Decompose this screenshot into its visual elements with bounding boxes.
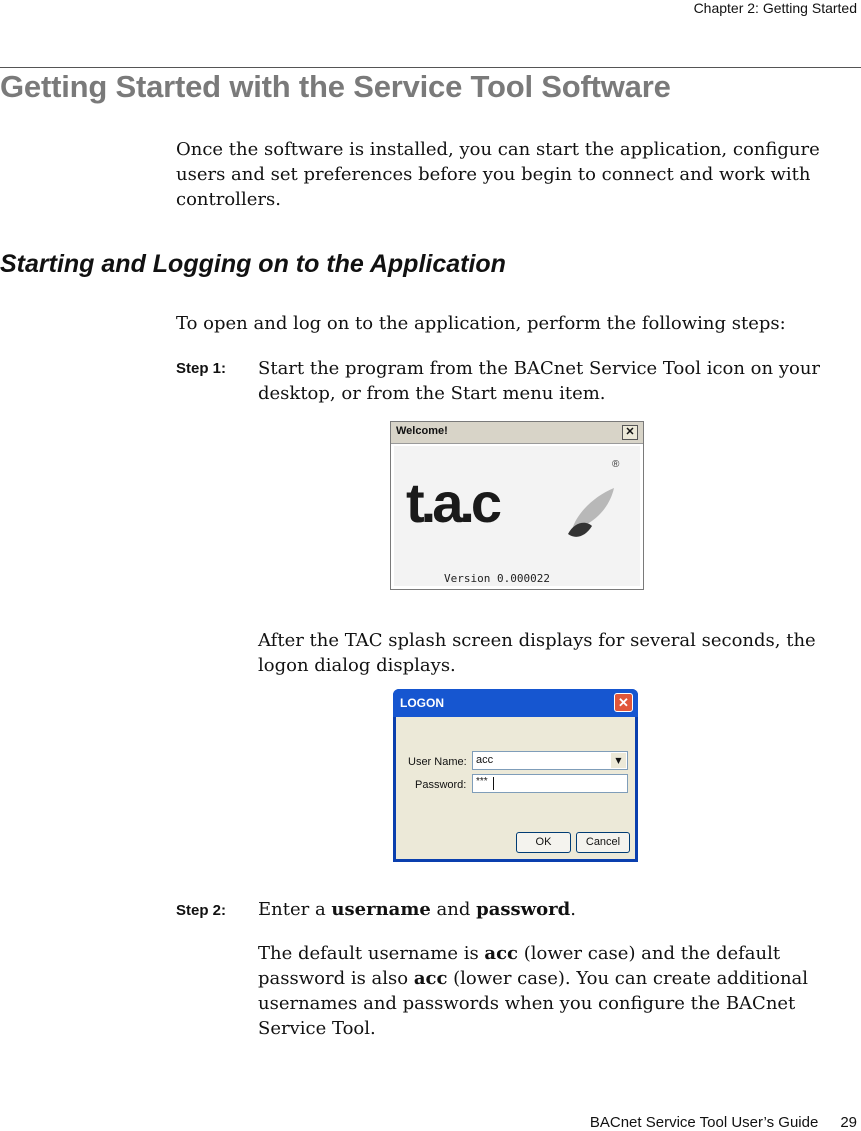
logon-titlebar: [393, 689, 638, 717]
step1-label: Step 1:: [176, 360, 227, 377]
user-name-value: acc: [476, 754, 494, 766]
defaults-part2: (lower case) and the default password is also: [258, 943, 781, 989]
running-head: Chapter 2: Getting Started: [693, 0, 857, 16]
password-label: Password:: [415, 779, 467, 791]
step2-and: and: [430, 899, 477, 920]
lead-paragraph: To open and log on to the application, perform the following steps:: [176, 313, 786, 334]
intro-paragraph: Once the software is installed, you can start the application, configure users and set preferences before you begin to connect and work with controllers.: [176, 139, 820, 210]
step2-label: Step 2:: [176, 902, 227, 919]
logon-body: [396, 717, 635, 859]
defaults-acc2: acc: [413, 968, 448, 989]
text-caret: [493, 777, 494, 790]
logon-title: LOGON: [400, 696, 444, 710]
splash-version: Version 0.000022: [444, 572, 550, 585]
header-rule: [0, 67, 861, 68]
defaults-acc1: acc: [484, 943, 519, 964]
step2-end: .: [570, 899, 576, 920]
page-footer: [590, 1114, 857, 1131]
splash-body: [394, 446, 640, 586]
step2-password: password: [476, 899, 571, 920]
close-icon[interactable]: ✕: [622, 425, 638, 440]
step2-prefix: Enter a: [258, 899, 332, 920]
cancel-button[interactable]: Cancel: [576, 832, 630, 853]
step2-text: [258, 897, 858, 922]
splash-window: [390, 421, 644, 590]
chevron-down-icon[interactable]: ▼: [611, 753, 626, 768]
logon-dialog: [393, 689, 638, 862]
section-title: Getting Started with the Service Tool Software: [0, 69, 671, 104]
splash-titlebar: [391, 422, 643, 444]
user-name-select[interactable]: [472, 751, 628, 770]
subsection-title: Starting and Logging on to the Application: [0, 250, 506, 278]
password-input[interactable]: [472, 774, 628, 793]
tac-logo-icon: [566, 484, 618, 544]
defaults-paragraph: [258, 941, 858, 1041]
tac-logo-text: t.a.c: [406, 471, 499, 534]
ok-button[interactable]: OK: [516, 832, 571, 853]
registered-mark: ®: [612, 459, 620, 470]
step1-text: Start the program from the BACnet Service Tool icon on your desktop, or from the Start menu item.: [258, 358, 821, 404]
page-number: 29: [840, 1114, 857, 1131]
password-value: ***: [476, 776, 488, 787]
footer-guide-title: BACnet Service Tool User’s Guide: [589, 1114, 819, 1131]
close-icon[interactable]: ✕: [614, 693, 633, 712]
defaults-part3: (lower case). You can create additional usernames and passwords when you configure the BACnet Service Tool.: [258, 968, 809, 1039]
user-name-label: User Name:: [408, 756, 467, 768]
splash-title: Welcome!: [396, 425, 448, 437]
defaults-part1: The default username is: [258, 943, 485, 964]
step2-username: username: [331, 899, 431, 920]
after-splash-text: After the TAC splash screen displays for several seconds, the logon dialog displays.: [258, 630, 816, 676]
